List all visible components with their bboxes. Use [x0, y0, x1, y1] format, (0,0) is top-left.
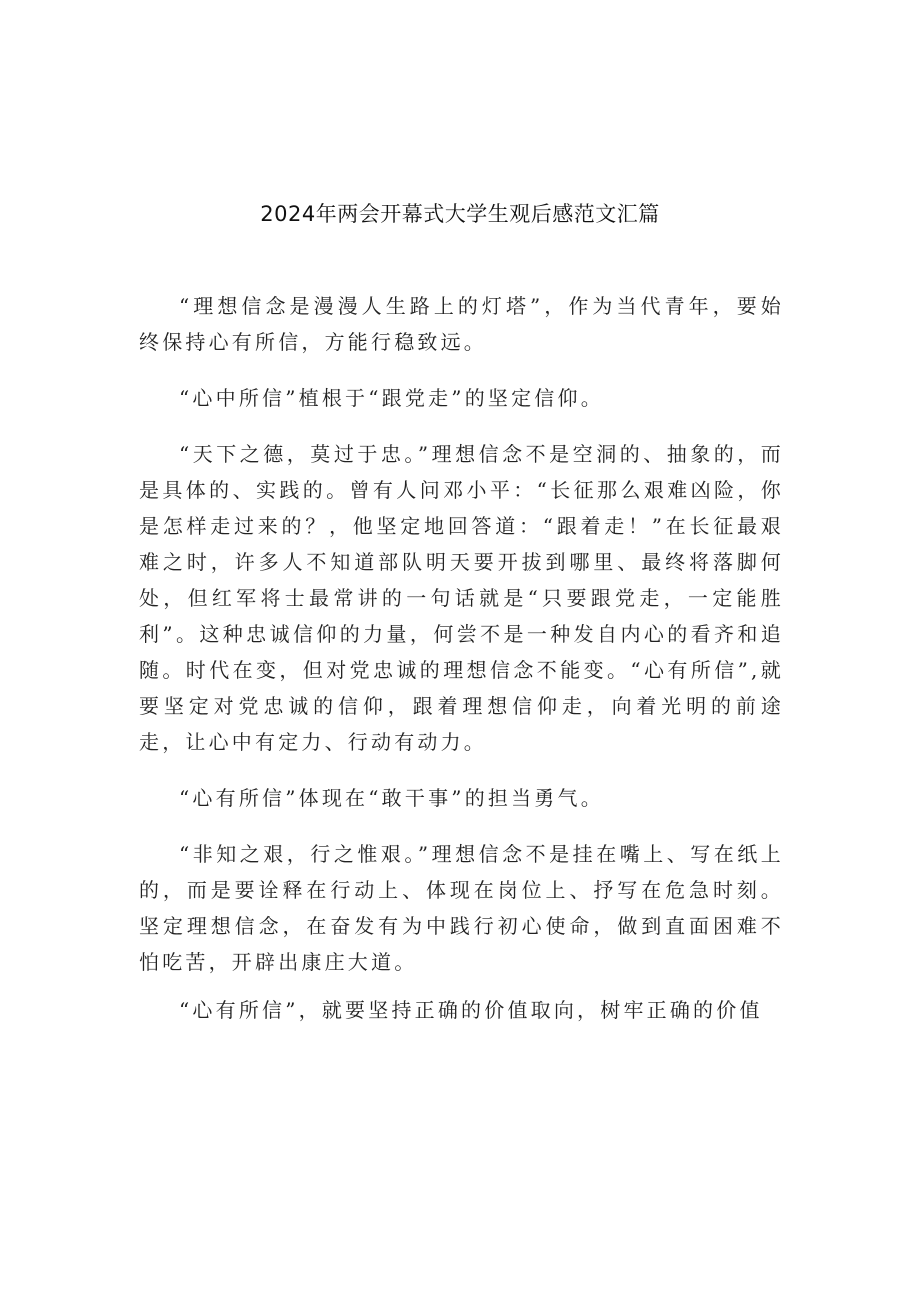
paragraph: “心有所信”，就要坚持正确的价值取向，树牢正确的价值 [179, 998, 763, 1022]
paragraph: “心中所信”植根于“跟党走”的坚定信仰。 [179, 386, 604, 410]
document-title: 2024年两会开幕式大学生观后感范文汇篇 [260, 202, 660, 226]
document-body [139, 288, 784, 1028]
paragraph: “天下之德，莫过于忠。”理想信念不是空洞的、抽象的，而是具体的、实践的。曾有人问邓小平：“长征那么艰难凶险，你是怎样走过来的？，他坚定地回答道：“跟着走！”在长征最艰难之时，许多人不知道部队明天要开拔到哪里、最终将落脚何处，但红军将士最常讲的一句话就是“只要跟党走，一定能胜利”。这种忠诚信仰的力量，何尝不是一种发自内心的看齐和追随。时代在变，但对党忠诚的理想信念不能变。“心有所信”,就要坚定对党忠诚的信仰，跟着理想信仰走，向着光明的前途走，让心中有定力、行动有动力。 [139, 442, 784, 754]
paragraph: “理想信念是漫漫人生路上的灯塔”，作为当代青年，要始终保持心有所信，方能行稳致远。 [139, 294, 784, 354]
paragraph: “非知之艰，行之惟艰。”理想信念不是挂在嘴上、写在纸上的，而是要诠释在行动上、体现在岗位上、抒写在危急时刻。坚定理想信念，在奋发有为中践行初心使命，做到直面困难不怕吃苦，开辟出康庄大道。 [139, 842, 784, 974]
paragraph: “心有所信”体现在“敢干事”的担当勇气。 [179, 786, 604, 810]
